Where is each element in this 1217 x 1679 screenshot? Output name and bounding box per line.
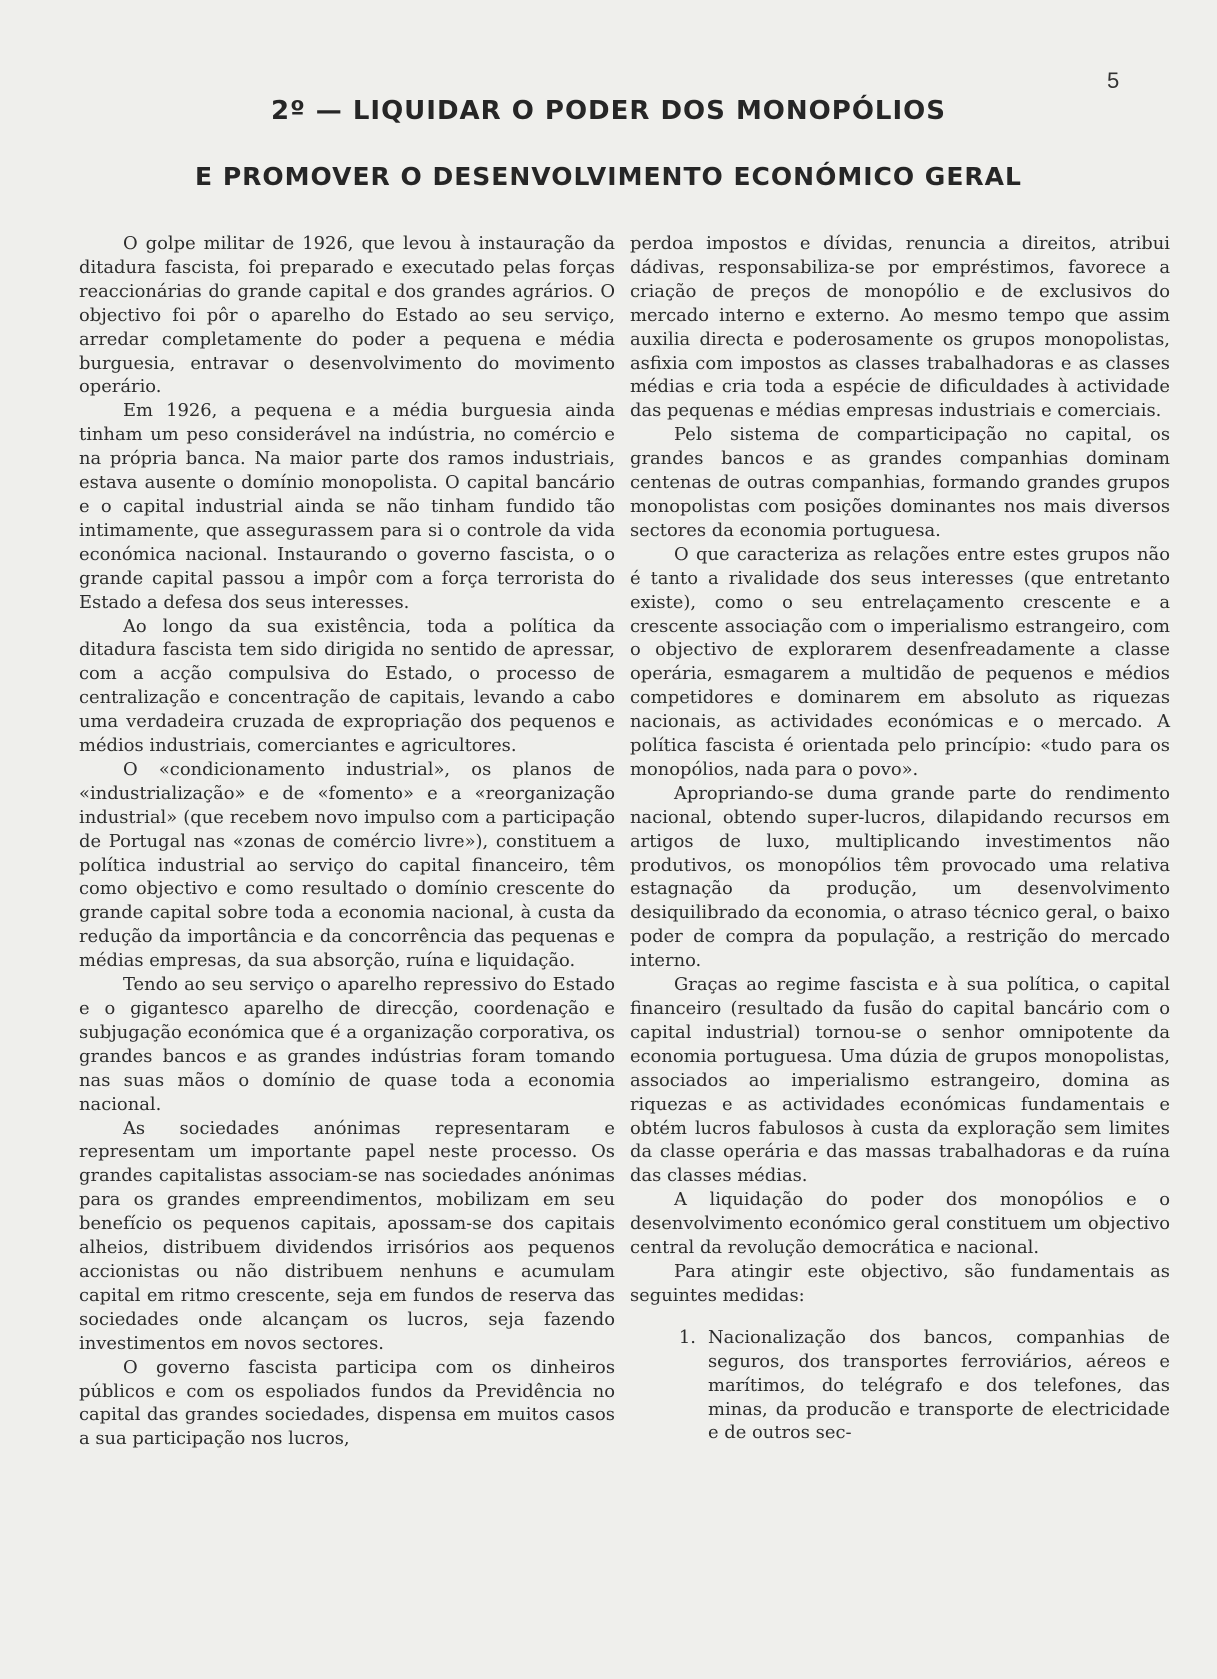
paragraph: A liquidação do poder dos monopólios e o desenvolvimento económico geral constituem um objectivo central da revolução democrática e nacional. bbox=[630, 1189, 1170, 1259]
paragraph: O que caracteriza as relações entre estes grupos não é tanto a rivalidade dos seus interesses (que entretanto existe), como o seu entrelaçamento crescente e a crescente associação com o imperialismo estrangeiro, com o objectivo de explorarem desenfreadamente a classe operária, esmagarem a multidão de pequenos e médios competidores e dominarem em absoluto as riquezas nacionais, as actividades económicas e o mercado. A política fascista é orientada pelo princípio: «tudo para os monopólios, nada para o povo». bbox=[630, 543, 1170, 780]
paragraph: As sociedades anónimas representaram e representam um importante papel neste processo. Os grandes capitalistas associam-se nas sociedades anónimas para os grandes empreendimentos, mobilizam em seu benefício os pequenos capitais, apossam-se dos capitais alheios, distribuem dividendos irrisórios aos pequenos accionistas ou não distribuem nenhuns e acumulam capital em ritmo crescente, seja em fundos de reserva das sociedades onde alcançam os lucros, seja fazendo investimentos em novos sectores. bbox=[79, 1117, 615, 1354]
paragraph: Graças ao regime fascista e à sua política, o capital financeiro (resultado da fusão do capital bancário com o capital industrial) tornou-se o senhor omnipotente da economia portuguesa. Uma dúzia de grupos monopolistas, associados ao imperialismo estrangeiro, domina as riquezas e as actividades económicas fundamentais e obtém lucros fabulosos à custa da exploração sem limites da classe operária e das massas trabalhadoras e da ruína das classes médias. bbox=[630, 974, 1170, 1187]
list-item-number: 1. bbox=[678, 1326, 696, 1348]
paragraph: Ao longo da sua existência, toda a política da ditadura fascista tem sido dirigida no sentido de apressar, com a acção compulsiva do Estado, o processo de centralização e concentração de capitais, levando a cabo uma verdadeira cruzada de expropriação dos pequenos e médios industriais, comerciantes e agricultores. bbox=[79, 615, 615, 757]
left-column bbox=[79, 232, 615, 1451]
paragraph: O governo fascista participa com os dinheiros públicos e com os espoliados fundos da Previdência no capital das grandes sociedades, dispensa em muitos casos a sua participação nos lucros, bbox=[79, 1356, 615, 1450]
paragraph: O «condicionamento industrial», os planos de «industrialização» e de «fomento» e a «reorganização industrial» (que recebem novo impulso com a participação de Portugal nas «zonas de comércio livre»), constituem a política industrial ao serviço do capital financeiro, têm como objectivo e como resultado o domínio crescente do grande capital sobre toda a economia nacional, à custa da redução da importância e da concorrência das pequenas e médias empresas, da sua absorção, ruína e liquidação. bbox=[79, 758, 615, 972]
paragraph: Apropriando-se duma grande parte do rendimento nacional, obtendo super-lucros, dilapidando recursos em artigos de luxo, multiplicando investimentos não produtivos, os monopólios têm provocado uma relativa estagnação da produção, um desenvolvimento desiquilibrado da economia, o atraso técnico geral, o baixo poder de compra da população, a restrição do mercado interno. bbox=[630, 782, 1170, 972]
paragraph: perdoa impostos e dívidas, renuncia a direitos, atribui dádivas, responsabiliza-se por empréstimos, favorece a criação de preços de monopólio e de exclusivos do mercado interno e externo. Ao mesmo tempo que assim auxilia directa e poderosamente os grupos monopolistas, asfixia com impostos as classes trabalhadoras e as classes médias e cria toda a espécie de dificuldades à actividade das pequenas e médias empresas industriais e comerciais. bbox=[630, 233, 1170, 422]
section-title: 2º — LIQUIDAR O PODER DOS MONOPÓLIOS bbox=[270, 96, 947, 126]
paragraph: Para atingir este objectivo, são fundamentais as seguintes medidas: bbox=[630, 1260, 1170, 1306]
section-subtitle: E PROMOVER O DESENVOLVIMENTO ECONÓMICO GERAL bbox=[195, 162, 1022, 191]
page-number: 5 bbox=[1107, 68, 1120, 93]
paragraph: Em 1926, a pequena e a média burguesia ainda tinham um peso considerável na indústria, no comércio e na própria banca. Na maior parte dos ramos industriais, estava ausente o domínio monopolista. O capital bancário e o capital industrial ainda se não tinham fundido tão intimamente, que assegurassem para si o controle da vida económica nacional. Instaurando o governo fascista, o o grande capital passou a impôr com a força terrorista do Estado a defesa dos seus interesses. bbox=[79, 400, 615, 613]
right-column bbox=[630, 232, 1170, 1445]
paragraph: Tendo ao seu serviço o aparelho repressivo do Estado e o gigantesco aparelho de direcção, coordenação e subjugação económica que é a organização corporativa, os grandes bancos e as grandes indústrias foram tomando nas suas mãos o domínio de quase toda a economia nacional. bbox=[79, 974, 615, 1115]
paragraph: O golpe militar de 1926, que levou à instauração da ditadura fascista, foi preparado e executado pelas forças reaccionárias do grande capital e dos grandes agrários. O objectivo foi pôr o aparelho do Estado ao seu serviço, arredar completamente do poder a pequena e média burguesia, entravar o desenvolvimento do movimento operário. bbox=[79, 233, 615, 398]
paragraph: Pelo sistema de comparticipação no capital, os grandes bancos e as grandes companhias dominam centenas de outras companhias, formando grandes grupos monopolistas com posições dominantes nos mais diversos sectores da economia portuguesa. bbox=[630, 424, 1170, 541]
list-item bbox=[630, 1326, 1170, 1446]
list-item-text: Nacionalização dos bancos, companhias de seguros, dos transportes ferroviários, aéreos e marítimos, do telégrafo e dos telefones, das minas, da producão e transporte de electricidade e de outros sec- bbox=[708, 1326, 1170, 1444]
